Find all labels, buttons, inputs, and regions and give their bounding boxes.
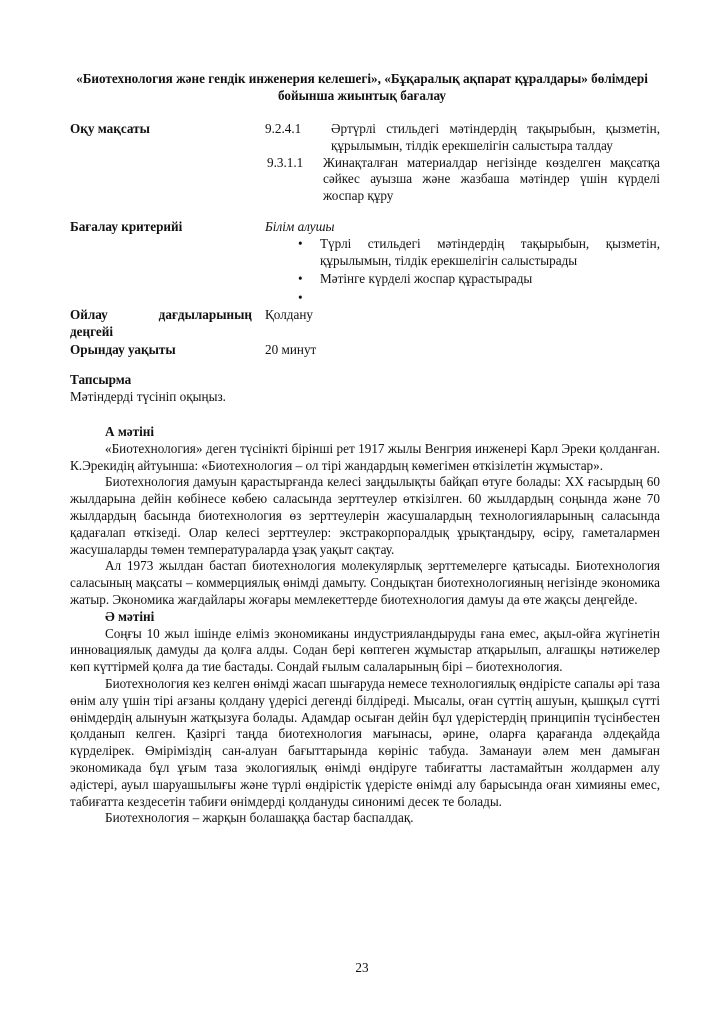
task-text: Мәтіндерді түсініп оқыңыз. <box>70 388 226 404</box>
text-b-paragraph: Соңғы 10 жыл ішінде еліміз экономиканы индустрияландыруды ғана емес, ақыл-ойға жүгінетін инновациялық дамуды да қолға алды. Содан бері көптеген жұмыстар атқарылып, алғашқы нәтижелер көп күттірмей қолға да тие бастады. Сондай ғылым салаларының бірі – биотехнология. <box>70 625 660 675</box>
learning-objective-item <box>265 121 660 155</box>
page-number: 23 <box>355 960 369 975</box>
objective-text: Әртүрлі стильдегі мәтіндердің тақырыбын, қызметін, құрылымын, тілдік ерекшелігін салыстыра талдау <box>331 121 660 153</box>
text-b-heading: Ә мәтіні <box>105 608 155 624</box>
thinking-level-value: Қолдану <box>265 307 314 322</box>
objective-text: Жинақталған материалдар негізінде көзделген мақсатқа сәйкес ауызша және жазбаша мәтіндер үшін күрделі жоспар құру <box>323 154 660 204</box>
text-a-paragraph: «Биотехнология» деген түсінікті бірінші рет 1917 жылы Венгрия инженері Карл Эреки қолданған. К.Эрекидің айтуынша: «Биотехнология – ол тірі жандардың көмегімен өткізілетін жұмыстар». <box>70 440 660 473</box>
criteria-item: • Мәтінге күрделі жоспар құрастырады <box>320 271 660 288</box>
objective-code: 9.3.1.1 <box>267 154 304 170</box>
learning-objective-item <box>265 155 660 205</box>
criteria-label: Бағалау критерийі <box>70 219 183 234</box>
time-label: Орындау уақыты <box>70 342 176 357</box>
reading-texts <box>70 424 660 827</box>
text-a-paragraph: Ал 1973 жылдан бастап биотехнология молекулярлық зерттемелерге қатысады. Биотехнология саласының мақсаты – коммерциялық өнімді дамыту. Сондықтан биотехнологияның негізінде экономика жатыр. Экономика жағдайлары жоғары мемлекеттерде биотехнология дамуы да өте жақсы деңгейде. <box>70 558 660 607</box>
criteria-item <box>320 290 660 306</box>
text-b-paragraph: Биотехнология – жарқын болашаққа бастар баспалдақ. <box>105 810 414 826</box>
thinking-level-label-word: дағдыларының <box>158 307 252 322</box>
text-b-paragraph: Биотехнология кез келген өнімді жасап шығаруда немесе технологиялық өндірісте сапалы әрі таза өнім алу үшін тірі ағзаны қолдану үдерісі дегенді білдіреді. Мысалы, оған сүттің ашуын, қышқыл сүтті өнімдердің алынуын жатқызуға болады. Адамдар осыған дейін бұл үдерістердің принципін түсінбестен қолданып келген. Қазіргі таңда биотехнология мағынасы, әрине, оларға қарағанда әлдеқайда күрделірек. Өміріміздің сан-алуан бағыттарында көрініс табуда. Заманауи әлем мен дамыған экономикада бұл ұғым таза экологиялық өнімді өндіруге табиғатты ластамайтын жолдармен алу әдістері, ауыл шаруашылығы және түрлі өндірістік үдерісте өнімді алу барысында оған химияны емес, табиғатта кездесетін табиғи өнімдерді қолдануды синонимі десек те болады. <box>70 675 660 809</box>
text-a-heading: А мәтіні <box>105 424 155 439</box>
criteria-heading: Білім алушы <box>265 219 335 234</box>
page-title: «Биотехнология және гендік инженерия келешегі», «Бұқаралық ақпарат құралдары» бөлімдері бойынша жиынтық бағалау <box>76 71 648 103</box>
text-a-paragraph: Биотехнология дамуын қарастырғанда келесі заңдылықты байқап өтуге болады: ХХ ғасырдың 60 жылдарына дейін көбінесе көбею саласында зерттеулер өткізілген. 60 жылдардың соңында және 70 жылдардың басында биотехнология өз зерттеулерін жасушалардың технологияларының саласында қадағалап өткізеді. Олар келесі зерттеулер: экстракорпоралдық ұрықтандыру, өсіру, гаметалармен жасушаларды төмен температураларда ұзақ уақыт сақтау. <box>70 474 660 557</box>
objective-code: 9.2.4.1 <box>265 121 302 136</box>
learning-objectives-label: Оқу мақсаты <box>70 121 150 136</box>
thinking-level-label-line: деңгейі <box>70 323 114 339</box>
criteria-list <box>265 236 660 306</box>
criteria-item: • Түрлі стильдегі мәтіндердің тақырыбын, қызметін, құрылымын, тілдік ерекшелігін салыстырады <box>320 236 660 270</box>
criteria-block <box>265 219 660 306</box>
task-section <box>70 372 660 406</box>
time-value: 20 минут <box>265 342 317 357</box>
thinking-level-label <box>70 307 252 341</box>
thinking-level-label-word: Ойлау <box>70 307 108 322</box>
task-heading: Тапсырма <box>70 372 132 387</box>
learning-objectives-list <box>265 121 660 205</box>
